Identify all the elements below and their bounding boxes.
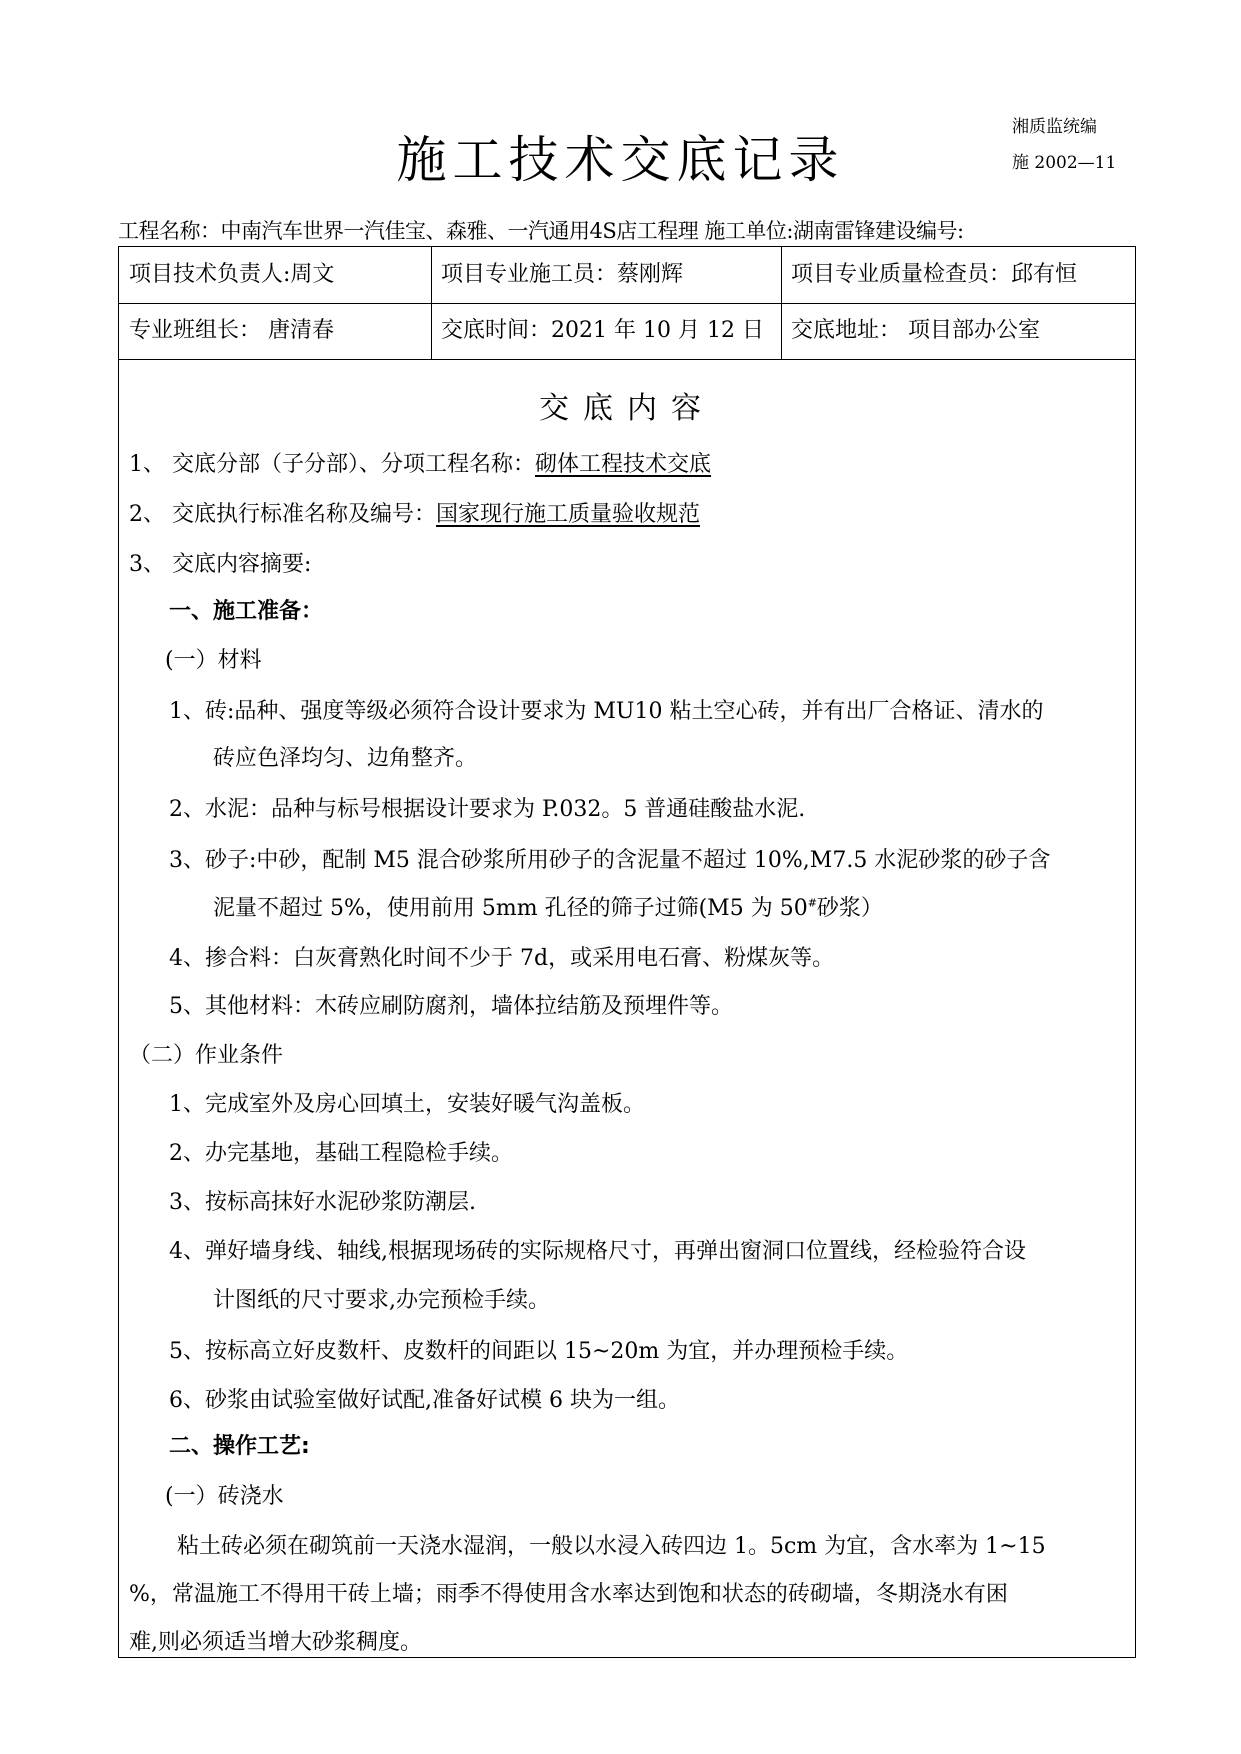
paragraph-line: 粘土砖必须在砌筑前一天浇水湿润，一般以水浸入砖四边 1。5cm 为宜，含水率为 1~15 xyxy=(177,1534,1046,1559)
team-leader-cell: 专业班组长： 唐清春 xyxy=(129,318,334,343)
paragraph-line: 2、办完基地，基础工程隐检手续。 xyxy=(169,1141,513,1166)
project-info-line: 工程名称：中南汽车世界一汽佳宝、森雅、一汽通用4S店工程理 施工单位:湖南雷锋建设编号: xyxy=(118,219,964,243)
form-code-line2: 施 2002—11 xyxy=(1012,153,1117,173)
form-code-line1: 湘质监统编 xyxy=(1012,117,1097,137)
item-1 xyxy=(129,447,711,478)
location-cell: 交底地址： 项目部办公室 xyxy=(791,318,1040,343)
paragraph-line: 4、弹好墙身线、轴线,根据现场砖的实际规格尺寸，再弹出窗洞口位置线，经检验符合设 xyxy=(169,1239,1026,1264)
record-table xyxy=(118,246,1136,1658)
content-heading: 交底内容 xyxy=(539,391,715,426)
section-heading: 一、施工准备： xyxy=(169,599,324,624)
column-divider xyxy=(431,247,432,359)
item-3: 3、 交底内容摘要: xyxy=(129,552,312,577)
item-1-value: 砌体工程技术交底 xyxy=(535,452,712,477)
paragraph-line: 6、砂浆由试验室做好试配,准备好试模 6 块为一组。 xyxy=(169,1388,680,1413)
quality-inspector-cell: 项目专业质量检查员：邱有恒 xyxy=(791,262,1078,287)
paragraph-line: %，常温施工不得用干砖上墙；雨季不得使用含水率达到饱和状态的砖砌墙，冬期浇水有困 xyxy=(129,1582,1008,1607)
paragraph-line xyxy=(213,891,883,922)
item-2-value: 国家现行施工质量验收规范 xyxy=(436,502,701,527)
tech-lead-cell: 项目技术负责人:周文 xyxy=(129,262,335,287)
paragraph-line: 5、按标高立好皮数杆、皮数杆的间距以 15~20m 为宜，并办理预检手续。 xyxy=(169,1339,909,1364)
subsection-heading: (一）砖浇水 xyxy=(165,1484,284,1509)
paragraph-line: 4、掺合料：白灰膏熟化时间不少于 7d，或采用电石膏、粉煤灰等。 xyxy=(169,946,835,971)
column-divider xyxy=(781,247,782,359)
paragraph-line: 难,则必须适当增大砂浆稠度。 xyxy=(129,1630,422,1655)
item-2-label: 2、 交底执行标准名称及编号： xyxy=(129,502,436,527)
construction-staff-cell: 项目专业施工员：蔡刚辉 xyxy=(441,262,684,287)
info-row-1 xyxy=(119,247,1135,304)
paragraph-line: 砖应色泽均匀、边角整齐。 xyxy=(213,746,478,771)
paragraph-line: 1、砖:品种、强度等级必须符合设计要求为 MU10 粘土空心砖，并有出厂合格证、清水的 xyxy=(169,699,1044,724)
paragraph-line: 3、按标高抹好水泥砂浆防潮层. xyxy=(169,1190,476,1215)
paragraph-text: 砂浆） xyxy=(816,896,883,921)
paragraph-text: 泥量不超过 5%，使用前用 5mm 孔径的筛子过筛(M5 为 50 xyxy=(213,896,808,921)
paragraph-line: 2、水泥：品种与标号根据设计要求为 P.032。5 普通硅酸盐水泥. xyxy=(169,797,806,822)
paragraph-line: 计图纸的尺寸要求,办完预检手续。 xyxy=(213,1288,550,1313)
subsection-heading: （二）作业条件 xyxy=(129,1043,284,1068)
subsection-heading: (一）材料 xyxy=(165,648,262,673)
paragraph-line: 5、其他材料：木砖应刷防腐剂，墙体拉结筋及预埋件等。 xyxy=(169,994,733,1019)
section-heading: 二、操作工艺: xyxy=(169,1434,310,1459)
info-row-2 xyxy=(119,303,1135,360)
paragraph-line: 1、完成室外及房心回填土，安装好暖气沟盖板。 xyxy=(169,1092,645,1117)
item-1-label: 1、 交底分部（子分部）、分项工程名称： xyxy=(129,452,535,477)
item-2 xyxy=(129,497,700,528)
document-title: 施工技术交底记录 xyxy=(396,131,845,189)
date-cell: 交底时间：2021 年 10 月 12 日 xyxy=(441,318,764,343)
paragraph-line: 3、砂子:中砂，配制 M5 混合砂浆所用砂子的含泥量不超过 10%,M7.5 水泥砂浆的砂子含 xyxy=(169,848,1051,873)
superscript-mark: # xyxy=(807,896,817,910)
